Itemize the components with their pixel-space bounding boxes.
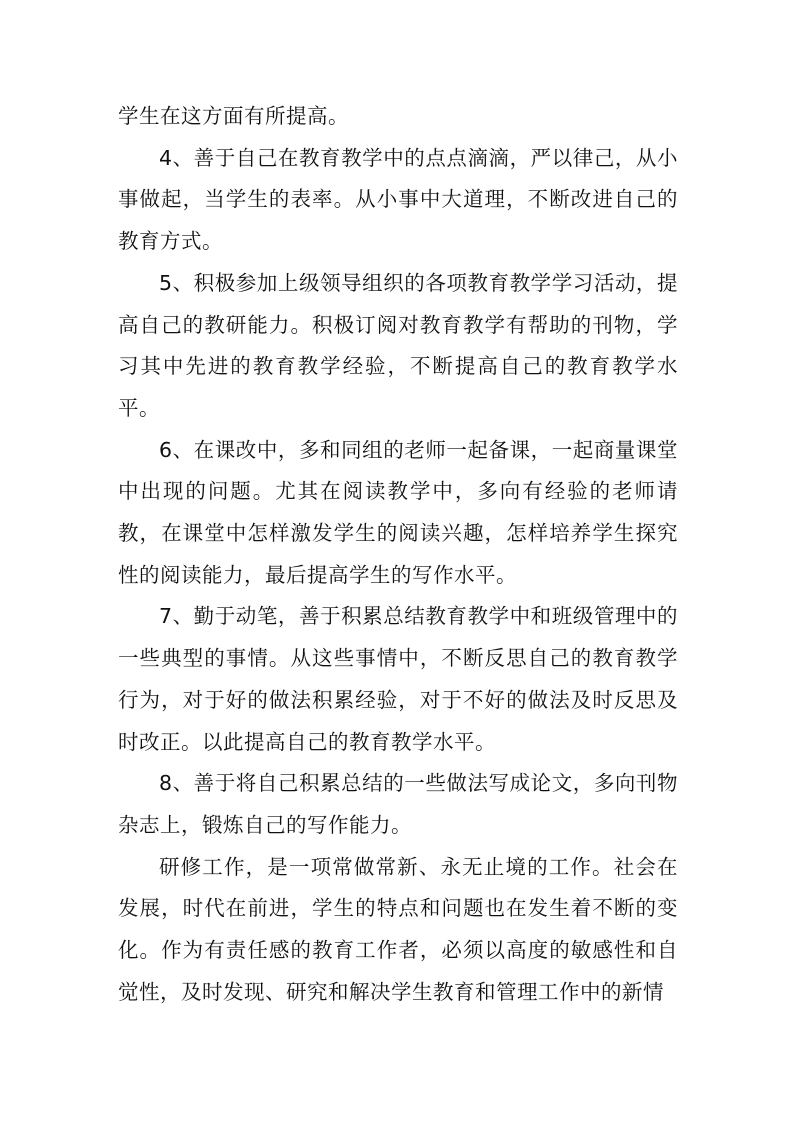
paragraph-item-4: 4、善于自己在教育教学中的点点滴滴，严以律己，从小事做起，当学生的表率。从小事中大道理，不断改进自己的教育方式。 (118, 145, 678, 254)
paragraph-conclusion: 研修工作，是一项常做常新、永无止境的工作。社会在发展，时代在前进，学生的特点和问题也在发生着不断的变化。作为有责任感的教育工作者，必须以高度的敏感性和自觉性，及时发现、研究和解决学生教育和管理工作中的新情 (118, 854, 678, 1004)
paragraph-continuation: 学生在这方面有所提高。 (118, 104, 349, 128)
paragraph-item-7: 7、勤于动笔，善于积累总结教育教学中和班级管理中的一些典型的事情。从这些事情中，不断反思自己的教育教学行为，对于好的做法积累经验，对于不好的做法及时反思及时改正。以此提高自己的教育教学水平。 (118, 604, 678, 754)
paragraph-item-5: 5、积极参加上级领导组织的各项教育教学学习活动，提高自己的教研能力。积极订阅对教育教学有帮助的刊物，学习其中先进的教育教学经验，不断提高自己的教育教学水平。 (118, 270, 678, 420)
paragraph-item-6: 6、在课改中，多和同组的老师一起备课，一起商量课堂中出现的问题。尤其在阅读教学中，多向有经验的老师请教，在课堂中怎样激发学生的阅读兴趣，怎样培养学生探究性的阅读能力，最后提高学生的写作水平。 (118, 437, 678, 587)
document-body (118, 96, 678, 1013)
paragraph-item-8: 8、善于将自己积累总结的一些做法写成论文，多向刊物杂志上，锻炼自己的写作能力。 (118, 771, 678, 837)
